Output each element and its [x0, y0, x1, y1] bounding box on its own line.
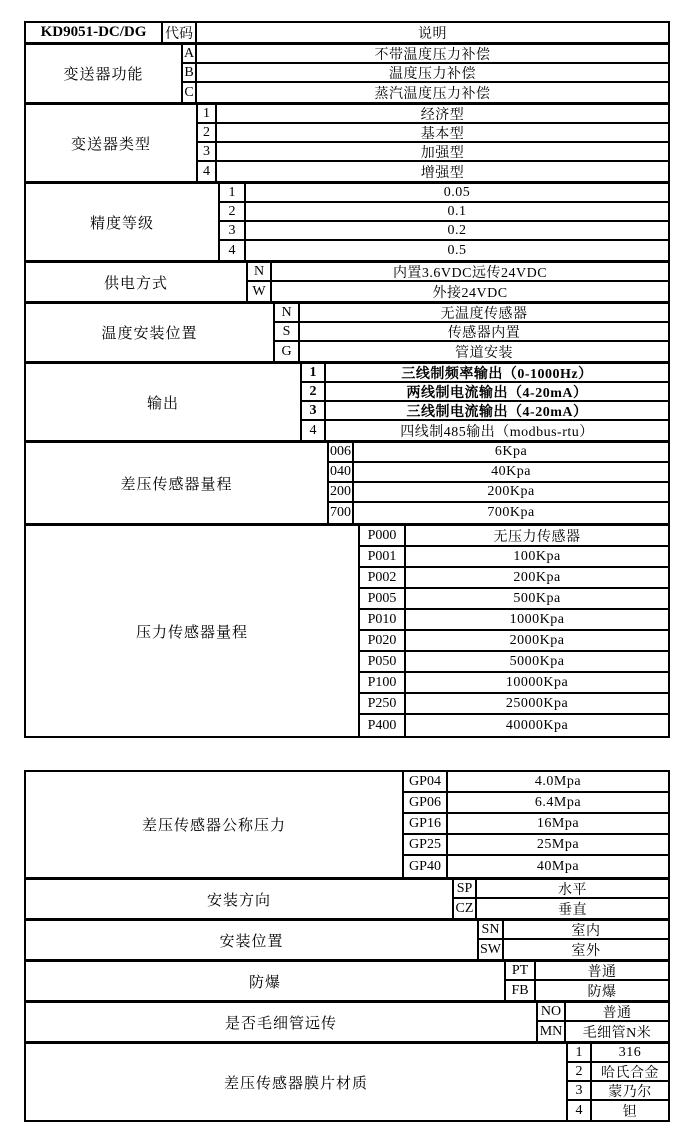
- desc-cell: 毛细管N米: [582, 1025, 652, 1041]
- desc-cell: 垂直: [558, 902, 587, 918]
- option-row: [196, 124, 668, 143]
- option-row: [566, 1082, 668, 1101]
- code-cell: C: [181, 83, 197, 102]
- section-dp-diaphragm-material: [26, 1041, 668, 1120]
- code-cell: 1: [566, 1044, 592, 1061]
- desc-cell: 6.4Mpa: [534, 794, 582, 810]
- code-cell: SP: [452, 880, 477, 897]
- code-cell: 200: [327, 483, 354, 501]
- code-cell: 3: [566, 1082, 592, 1099]
- desc-cell: 室内: [571, 923, 601, 938]
- desc-cell: 100Kpa: [513, 548, 561, 564]
- code-cell: 4: [566, 1101, 592, 1120]
- section-capillary-remote: [26, 1000, 668, 1041]
- option-row: [536, 1022, 668, 1041]
- option-row: [327, 443, 668, 463]
- desc-cell: 40Kpa: [491, 464, 531, 479]
- code-cell: FB: [504, 981, 536, 1000]
- option-row: [402, 814, 668, 835]
- option-row: [358, 526, 668, 547]
- desc-cell: 四线制485输出（modbus-rtu）: [400, 424, 594, 440]
- section-label: 防爆: [248, 974, 281, 991]
- option-row: [358, 610, 668, 631]
- option-row: [358, 652, 668, 673]
- code-cell: P250: [358, 694, 406, 713]
- desc-cell: 外接24VDC: [432, 285, 508, 301]
- description-column-header: 说明: [418, 26, 447, 42]
- section-dp-sensor-range: [26, 440, 668, 523]
- desc-cell: 500Kpa: [513, 590, 561, 606]
- section-output: [26, 361, 668, 440]
- code-cell: P400: [358, 715, 406, 736]
- section-mounting-direction: [26, 877, 668, 918]
- desc-cell: 40000Kpa: [505, 717, 569, 733]
- desc-cell: 40Mpa: [536, 858, 580, 874]
- code-cell: P000: [358, 526, 406, 545]
- desc-cell: 10000Kpa: [505, 674, 569, 690]
- section-label: 差压传感器公称压力: [141, 818, 286, 834]
- code-cell: MN: [536, 1022, 566, 1041]
- section-label: 是否毛细管远传: [224, 1015, 337, 1032]
- desc-cell: 25000Kpa: [505, 695, 569, 711]
- code-cell: 040: [327, 463, 354, 481]
- option-row: [452, 880, 668, 899]
- code-cell: 3: [300, 402, 326, 419]
- code-cell: 3: [218, 222, 246, 239]
- desc-cell: 2000Kpa: [509, 632, 565, 648]
- desc-cell: 蒸汽温度压力补偿: [374, 86, 491, 102]
- code-cell: 4: [300, 421, 326, 440]
- desc-cell: 温度压力补偿: [389, 66, 476, 81]
- desc-cell: 防爆: [587, 984, 617, 1000]
- option-row: [181, 83, 668, 102]
- section-transmitter-type: [26, 102, 668, 181]
- section-label: 差压传感器量程: [120, 476, 233, 493]
- option-row: [566, 1063, 668, 1082]
- section-label: 供电方式: [103, 275, 168, 292]
- desc-cell: 两线制电流输出（4-20mA）: [406, 385, 588, 400]
- code-cell: B: [181, 64, 197, 81]
- code-cell: 006: [327, 443, 354, 461]
- section-label: 温度安装位置: [101, 326, 198, 342]
- option-row: [402, 793, 668, 814]
- desc-cell: 钽: [622, 1104, 638, 1120]
- code-cell: W: [246, 282, 272, 301]
- section-label: 输出: [146, 395, 179, 412]
- code-cell: 1: [300, 364, 326, 381]
- model-number: KD9051-DC/DG: [40, 24, 147, 40]
- desc-cell: 1000Kpa: [509, 611, 565, 627]
- code-cell: 2: [566, 1063, 592, 1080]
- option-row: [181, 64, 668, 83]
- code-cell: P001: [358, 547, 406, 566]
- section-label: 变送器类型: [70, 136, 151, 153]
- option-row: [218, 222, 668, 241]
- desc-cell: 5000Kpa: [509, 653, 565, 669]
- desc-cell: 传感器内置: [447, 325, 521, 340]
- desc-cell: 316: [618, 1044, 642, 1060]
- section-explosion-proof: [26, 959, 668, 1000]
- option-row: [477, 940, 668, 959]
- option-row: [504, 962, 668, 981]
- code-cell: PT: [504, 962, 536, 979]
- code-cell: A: [181, 45, 197, 62]
- option-row: [327, 463, 668, 483]
- option-row: [196, 105, 668, 124]
- code-cell: G: [273, 342, 300, 361]
- desc-cell: 室外: [571, 943, 601, 959]
- option-row: [273, 342, 668, 361]
- option-row: [358, 715, 668, 736]
- desc-cell: 16Mpa: [536, 815, 580, 831]
- code-cell: GP40: [402, 856, 448, 877]
- option-row: [358, 673, 668, 694]
- code-cell: CZ: [452, 899, 477, 918]
- code-cell: GP16: [402, 814, 448, 833]
- option-row: [196, 162, 668, 181]
- code-cell: P050: [358, 652, 406, 671]
- option-row: [327, 503, 668, 523]
- desc-cell: 增强型: [420, 165, 465, 181]
- desc-cell: 4.0Mpa: [534, 773, 582, 789]
- option-row: [358, 568, 668, 589]
- desc-cell: 经济型: [420, 107, 465, 122]
- section-label: 压力传感器量程: [135, 624, 248, 641]
- option-row: [218, 203, 668, 222]
- desc-cell: 普通: [587, 964, 617, 979]
- desc-cell: 管道安装: [455, 345, 513, 361]
- option-row: [218, 241, 668, 260]
- section-label: 精度等级: [89, 215, 154, 232]
- section-label: 差压传感器膜片材质: [223, 1075, 368, 1092]
- code-cell: 700: [327, 503, 354, 523]
- code-cell: 4: [218, 241, 246, 260]
- option-row: [246, 282, 668, 301]
- code-cell: 3: [196, 143, 217, 160]
- option-row: [358, 547, 668, 568]
- desc-cell: 无压力传感器: [493, 529, 581, 545]
- code-cell: 2: [300, 383, 326, 400]
- section-label: 安装方向: [206, 892, 271, 909]
- section-accuracy-class: [26, 181, 668, 260]
- desc-cell: 0.5: [447, 242, 467, 258]
- ordering-code-table-continued: [24, 770, 670, 1122]
- option-row: [402, 772, 668, 793]
- section-pressure-sensor-range: [26, 523, 668, 736]
- code-cell: GP25: [402, 835, 448, 854]
- desc-cell: 哈氏合金: [601, 1065, 659, 1080]
- option-row: [402, 856, 668, 877]
- code-cell: SN: [477, 921, 504, 938]
- code-cell: P010: [358, 610, 406, 629]
- option-row: [246, 263, 668, 282]
- desc-cell: 0.2: [447, 222, 467, 238]
- code-cell: N: [246, 263, 272, 280]
- code-cell: 1: [218, 184, 246, 201]
- option-row: [273, 323, 668, 342]
- code-column-header: 代码: [161, 23, 197, 42]
- option-row: [566, 1044, 668, 1063]
- desc-cell: 200Kpa: [513, 569, 561, 585]
- option-row: [452, 899, 668, 918]
- option-row: [566, 1101, 668, 1120]
- desc-cell: 0.05: [443, 184, 471, 200]
- desc-cell: 无温度传感器: [440, 306, 528, 321]
- code-cell: P002: [358, 568, 406, 587]
- desc-cell: 不带温度压力补偿: [374, 47, 491, 62]
- option-row: [196, 143, 668, 162]
- code-cell: GP04: [402, 772, 448, 791]
- option-row: [181, 45, 668, 64]
- desc-cell: 0.1: [447, 203, 467, 219]
- option-row: [300, 402, 668, 421]
- desc-cell: 6Kpa: [494, 444, 528, 459]
- option-row: [358, 631, 668, 652]
- code-cell: P100: [358, 673, 406, 692]
- desc-cell: 普通: [602, 1005, 632, 1020]
- option-row: [300, 421, 668, 440]
- code-cell: 1: [196, 105, 217, 122]
- code-cell: P005: [358, 589, 406, 608]
- code-cell: SW: [477, 940, 504, 959]
- desc-cell: 三线制电流输出（4-20mA）: [406, 404, 588, 419]
- desc-cell: 内置3.6VDC远传24VDC: [392, 265, 548, 280]
- code-cell: S: [273, 323, 300, 340]
- option-row: [358, 589, 668, 610]
- code-cell: P020: [358, 631, 406, 650]
- option-row: [358, 694, 668, 715]
- code-cell: 2: [218, 203, 246, 220]
- option-row: [327, 483, 668, 503]
- code-cell: NO: [536, 1003, 566, 1020]
- code-cell: GP06: [402, 793, 448, 812]
- section-mounting-location: [26, 918, 668, 959]
- section-power-supply: [26, 260, 668, 301]
- option-row: [300, 383, 668, 402]
- desc-cell: 蒙乃尔: [608, 1084, 652, 1099]
- option-row: [536, 1003, 668, 1022]
- section-label: 变送器功能: [63, 67, 144, 83]
- section-dp-sensor-nominal-pressure: [26, 772, 668, 877]
- section-label: 安装位置: [219, 933, 284, 950]
- desc-cell: 三线制频率输出（0-1000Hz）: [401, 366, 593, 381]
- option-row: [504, 981, 668, 1000]
- section-temperature-mount-position: [26, 301, 668, 361]
- option-row: [402, 835, 668, 856]
- section-transmitter-function: [26, 42, 668, 102]
- option-row: [218, 184, 668, 203]
- option-row: [273, 304, 668, 323]
- desc-cell: 水平: [558, 882, 587, 897]
- code-cell: N: [273, 304, 300, 321]
- code-cell: 4: [196, 162, 217, 181]
- option-row: [477, 921, 668, 940]
- desc-cell: 25Mpa: [536, 836, 580, 852]
- desc-cell: 700Kpa: [487, 505, 535, 520]
- option-row: [300, 364, 668, 383]
- table-header-row: [26, 23, 668, 42]
- ordering-code-table-main: [24, 21, 670, 738]
- desc-cell: 200Kpa: [487, 484, 535, 499]
- desc-cell: 加强型: [420, 145, 465, 160]
- code-cell: 2: [196, 124, 217, 141]
- desc-cell: 基本型: [420, 126, 465, 141]
